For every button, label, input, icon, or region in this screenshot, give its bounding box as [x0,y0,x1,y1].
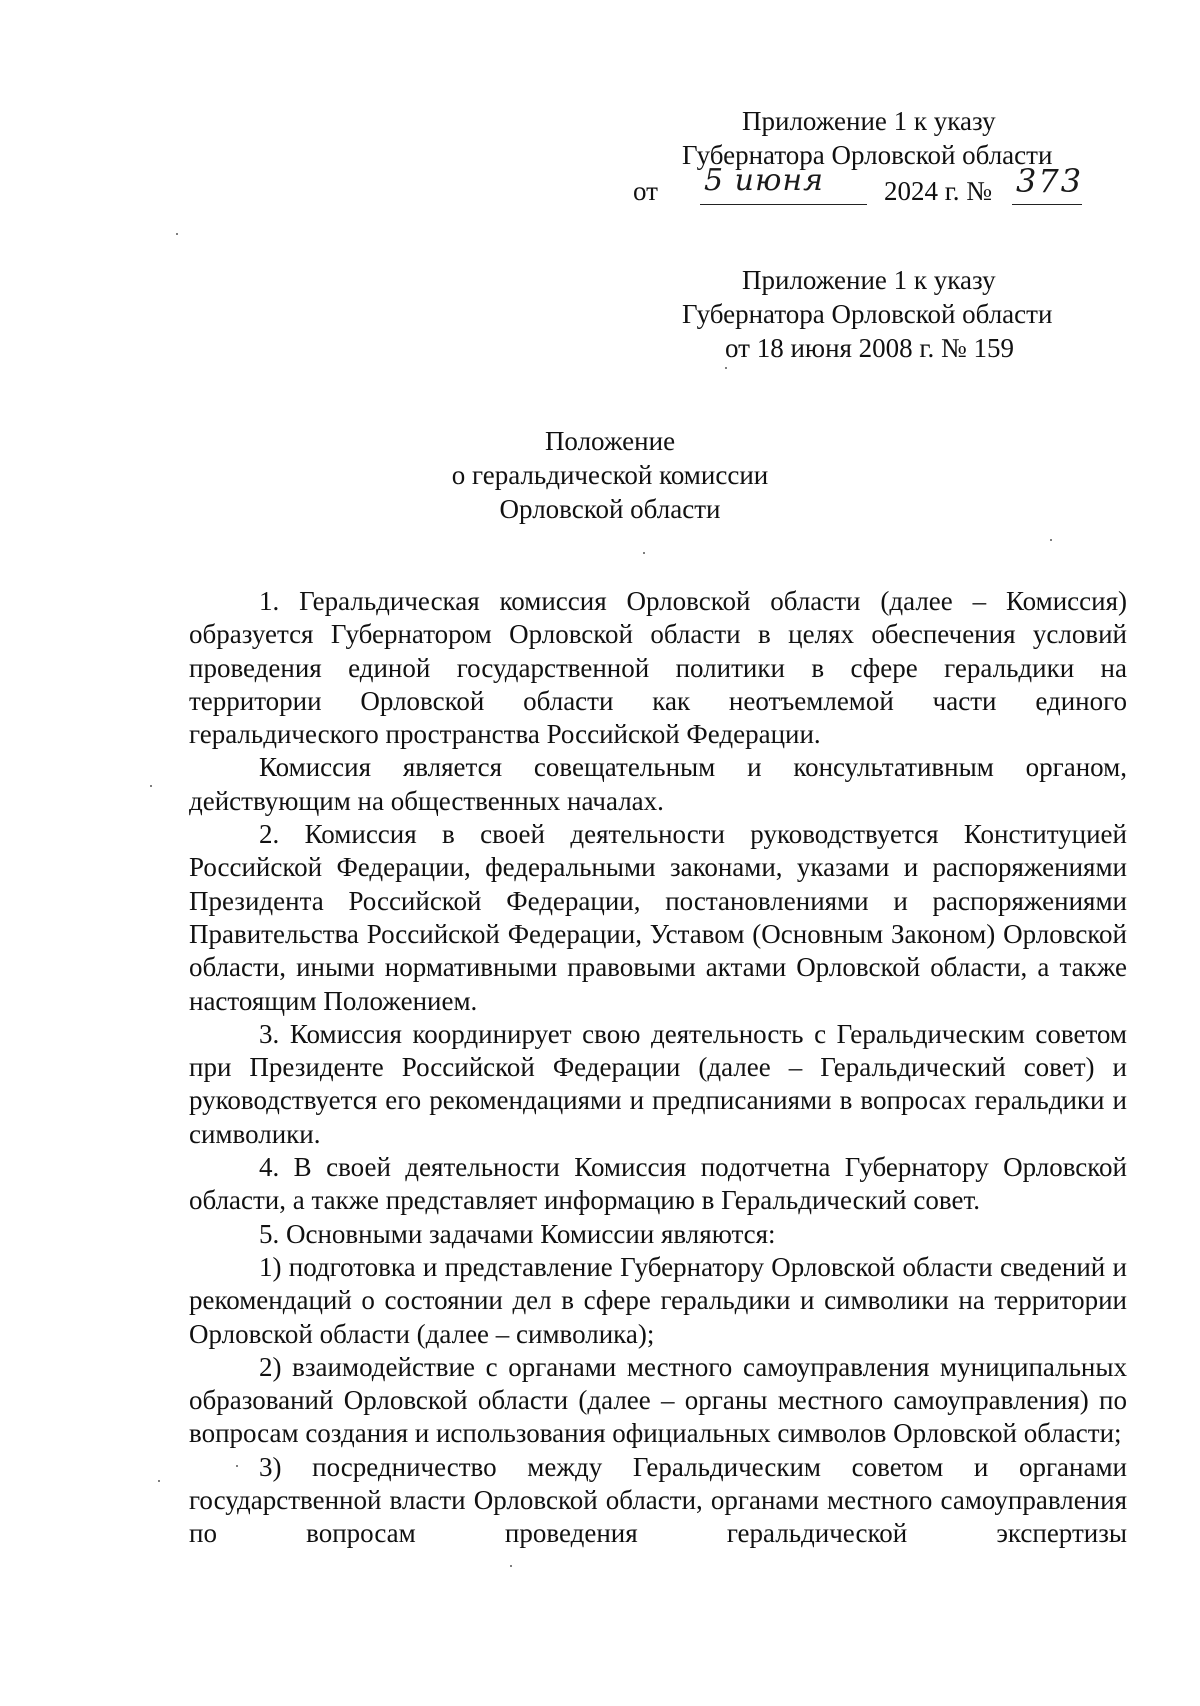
appendix-header-new [600,104,1120,212]
handwritten-date: 5 июня [704,163,824,198]
scan-speck [150,785,152,787]
handwritten-number: 373 [1016,162,1084,200]
scan-speck [176,233,178,235]
document-body [189,585,1127,1551]
list-item-3: 3) посредничество между Геральдическим советом и органами государственной власти Орловской области, органами местного самоуправления по вопросам проведения геральдической экспертизы [189,1451,1127,1549]
list-item-2: 2) взаимодействие с органами местного самоуправления муниципальных образований Орловской области (далее – органы местного самоуправления) по вопросам создания и использования официальных символов Орловской области; [189,1351,1127,1449]
appendix-new-line2: Губернатора Орловской области [682,140,1053,170]
title-line1: Положение [544,426,676,456]
paragraph-1-note: Комиссия является совещательным и консультативным органом, действующим на общественных началах. [189,752,1127,816]
appendix-old-line3: от 18 июня 2008 г. № 159 [725,333,1014,363]
paragraph-1: 1. Геральдическая комиссия Орловской области (далее – Комиссия) образуется Губернатором Орловской области в целях обеспечения условий проведения единой государственной политики в сфере геральдики на территории Орловской области как неотъемлемой части единого геральдического пространства Российской Федерации. [189,586,1127,750]
appendix-old-line1: Приложение 1 к указу [742,265,996,295]
scan-speck [158,1480,160,1482]
scan-speck [510,1565,512,1567]
paragraph-5: 5. Основными задачами Комиссии являются: [259,1218,776,1249]
scan-speck [1050,539,1052,541]
title-line2: о геральдической комиссии [451,460,769,490]
scan-speck [643,552,645,554]
year-text: 2024 г. № [884,176,993,206]
paragraph-3: 3. Комиссия координирует свою деятельность с Геральдическим советом при Президенте Российской Федерации (далее – Геральдический совет) и руководствуется его рекомендациями и предписаниями в вопросах геральдики и символики. [189,1018,1127,1149]
date-prefix: от [633,176,658,206]
date-field [700,163,867,205]
title-line3: Орловской области [499,494,721,524]
list-item-1: 1) подготовка и представление Губернатору Орловской области сведений и рекомендаций о состоянии дел в сфере геральдики и символики на территории Орловской области (далее – символика); [189,1251,1127,1349]
scan-speck [236,1465,238,1467]
paragraph-2: 2. Комиссия в своей деятельности руководствуется Конституцией Российской Федерации, федеральными законами, указами и распоряжениями Президента Российской Федерации, постановлениями и распоряжениями Правительства Российской Федерации, Уставом (Основным Законом) Орловской области, иными нормативными правовыми актами Орловской области, а также настоящим Положением. [189,819,1127,1016]
number-field [1012,162,1084,205]
scan-speck [725,367,727,369]
appendix-new-date-line [600,162,1120,212]
appendix-header-old [600,263,1120,365]
appendix-new-line1: Приложение 1 к указу [742,106,996,136]
appendix-old-line2: Губернатора Орловской области [682,299,1053,329]
document-title [180,424,1040,526]
paragraph-4: 4. В своей деятельности Комиссия подотчетна Губернатору Орловской области, а также представляет информацию в Геральдический совет. [189,1152,1127,1216]
